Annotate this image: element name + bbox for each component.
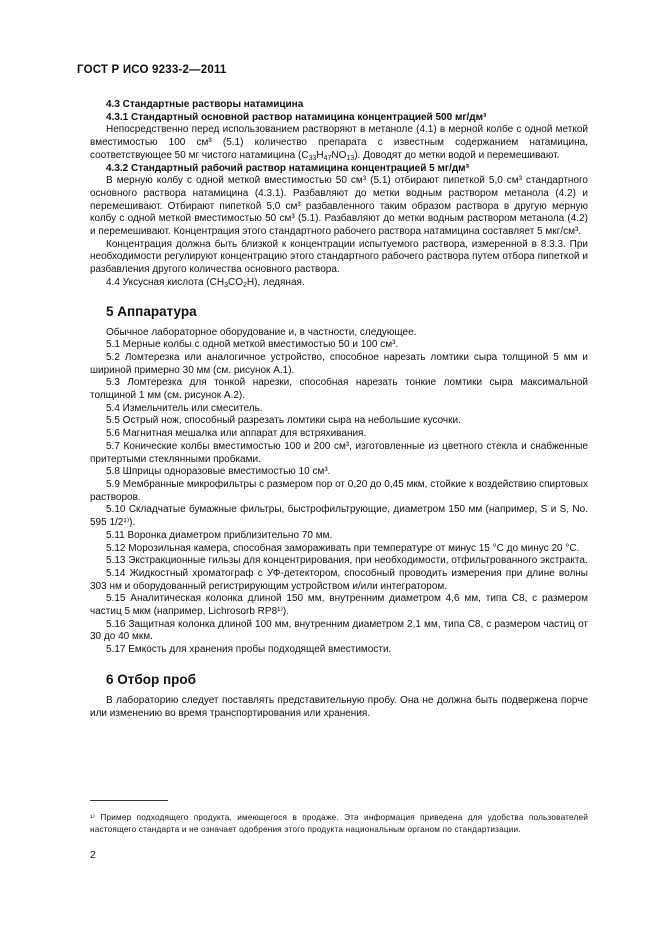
list-item: 5.3 Ломтерезка для тонкой нарезки, способная нарезать тонкие ломтики сыра максимальной толщиной 1 мм (см. рисунок А.2).: [90, 377, 588, 402]
list-item: 5.8 Шприцы одноразовые вместимостью 10 см³.: [106, 466, 331, 478]
section-4-3-1-paragraph: Непосредственно перед использованием растворяют в метаноле (4.1) в мерной колбе с одной меткой вместимостью 100 см³ (5.1) количество препарата с известным содержанием натамицина, соответствующее 50 мг чистого натамицина $(C_{33}H_{47}NO_{13})$. Доводят до метки водой и перемешивают.: [90, 124, 588, 162]
list-item: 5.2 Ломтерезка или аналогичное устройство, способное нарезать ломтики сыра толщиной 5 мм и шириной примерно 30 мм (см. рисунок А.1).: [90, 351, 588, 376]
list-item: 5.15 Аналитическая колонка длиной 150 мм, внутренним диаметром 4,6 мм, типа С8, с размером частиц 5 мкм (например, Lichrosorb RP8¹⁾).: [90, 593, 588, 618]
list-item: 5.16 Защитная колонка длиной 100 мм, внутренним диаметром 2,1 мм, типа С8, с размером частиц от 30 до 40 мкм.: [90, 618, 588, 643]
page-number: 2: [90, 849, 96, 861]
section-6-heading: 6 Отбор проб: [106, 671, 196, 687]
footnote: ¹⁾ Пример подходящего продукта, имеющегося в продаже. Эта информация приведена для удобства пользователей настоящего стандарта и не означает одобрения этого продукта национальным органом по стандартизации.: [90, 813, 588, 835]
list-item: 5.12 Морозильная камера, способная замораживать при температуре от минус 15 °С до минус 20 °С.: [106, 542, 580, 554]
section-4-3-2-paragraph-2: Концентрация должна быть близкой к концентрации испытуемого раствора, измеренной в 8.3.3. При необходимости регулируют концентрацию этого стандартного рабочего раствора путем отбора пипеткой и разбавления другого количества основного раствора.: [90, 238, 588, 276]
section-4-4: 4.4 Уксусная кислота $(CH_3CO_2H)$, ледяная.: [106, 276, 305, 289]
list-item: 5.5 Острый нож, способный разрезать ломтики сыра на небольшие кусочки.: [106, 415, 461, 427]
list-item: 5.14 Жидкостный хроматограф с УФ-детектором, способный проводить измерения при длине волны 303 нм и оборудованный регистрирующим устройством и/или интегратором.: [90, 567, 588, 592]
list-item: 5.1 Мерные колбы с одной меткой вместимостью 50 и 100 см³.: [106, 339, 399, 351]
list-item: 5.4 Измельчитель или смеситель.: [106, 402, 263, 414]
section-4-3-2-title: 4.3.2 Стандартный рабочий раствор натамицина концентрацией 5 мг/дм³: [106, 162, 469, 174]
list-item: 5.13 Экстракционные гильзы для концентрирования, при необходимости, отфильтрованного экстракта.: [106, 555, 588, 567]
section-6-paragraph: В лабораторию следует поставлять представительную пробу. Она не должна быть подвержена порче или изменению во время транспортирования или хранения.: [90, 694, 588, 719]
document-header: ГОСТ Р ИСО 9233-2—2011: [77, 64, 227, 76]
section-5-heading: 5 Аппаратура: [106, 303, 197, 319]
list-item: 5.9 Мембранные микрофильтры с размером пор от 0,20 до 0,45 мкм, стойкие к воздействию спиртовых растворов.: [90, 478, 588, 503]
list-item: 5.6 Магнитная мешалка или аппарат для встряхивания.: [106, 428, 367, 440]
section-4-3-1-title: 4.3.1 Стандартный основной раствор натамицина концентрацией 500 мг/дм³: [106, 111, 487, 123]
list-item: 5.7 Конические колбы вместимостью 100 и 200 см³, изготовленные из цветного стекла и снабженные притертыми стеклянными пробками.: [90, 440, 588, 465]
footnote-divider: [90, 800, 168, 801]
section-4-3-title: 4.3 Стандартные растворы натамицина: [106, 99, 304, 110]
list-item: 5.17 Емкость для хранения пробы подходящей вместимости.: [106, 644, 392, 656]
section-5-intro: Обычное лабораторное оборудование и, в частности, следующее.: [106, 326, 417, 338]
list-item: 5.10 Складчатые бумажные фильтры, быстрофильтрующие, диаметром 150 мм (например, S и S, No. 595 1/2¹⁾).: [90, 504, 588, 529]
section-4-3-2-paragraph-1: В мерную колбу с одной меткой вместимостью 50 см³ (5.1) отбирают пипеткой 5,0 см³ стандартного основного раствора натамицина (4.3.1). Разбавляют до метки водным раствором метанола (4.2) и перемешивают. Отбирают пипеткой 5,0 см³ разбавленного таким образом раствора в другую мерную колбу с одной меткой вместимостью 50 см³ (5.1). Разбавляют до метки водным раствором метанола (4.2) и перемешивают. Концентрация этого стандартного рабочего раствора натамицина составляет 5 мкг/см³.: [90, 175, 588, 238]
list-item: 5.11 Воронка диаметром приблизительно 70 мм.: [106, 529, 333, 541]
document-body: [90, 99, 588, 720]
